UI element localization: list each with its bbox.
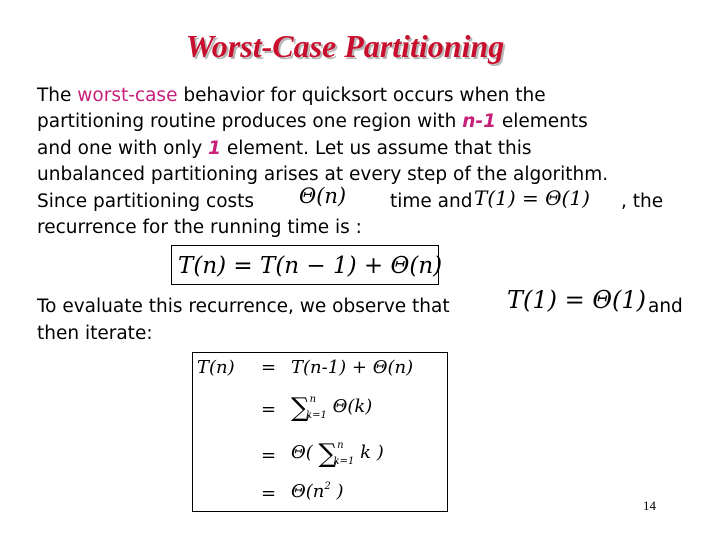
intro-text: behavior for quicksort occurs when the (177, 85, 546, 106)
derivation-rhs-1: T(n-1) + Θ(n) (291, 357, 414, 378)
intro-text: and one with only (37, 137, 209, 159)
intro-line-4: unbalanced partitioning arises at every step of the algorithm. (37, 164, 609, 186)
t1-theta1-math-2: T(1) = Θ(1) (507, 286, 647, 314)
equals-sign: = (261, 483, 277, 504)
slide-title: Worst-Case Partitioning (185, 28, 505, 64)
paren-close: ) (336, 481, 344, 502)
theta-n-math: Θ(n) (299, 183, 347, 208)
sum-lower: k=1 (333, 456, 355, 467)
derivation-row-3 (291, 439, 384, 469)
page-number: 14 (643, 498, 656, 513)
intro-line-5 (37, 183, 697, 215)
iterate-text: To evaluate this recurrence, we observe that (37, 296, 450, 317)
intro-text: time and (390, 190, 473, 212)
equals-sign: = (261, 357, 277, 378)
intro-line-1 (37, 83, 697, 109)
equals-sign: = (261, 445, 277, 466)
exponent: 2 (324, 481, 331, 492)
derivation-row-1 (197, 357, 235, 378)
k-close: k ) (360, 442, 384, 463)
intro-line-3 (37, 136, 697, 162)
summation-icon: ∑ (318, 439, 338, 469)
intro-line-2 (37, 109, 697, 135)
intro-text: Since partitioning costs (37, 190, 255, 212)
sum-upper: n (337, 440, 344, 451)
theta-k: Θ(k) (332, 396, 373, 417)
intro-line-6: recurrence for the running time is : (37, 216, 362, 238)
intro-text: element. Let us assume that this (221, 137, 532, 159)
lhs-tn: T(n) (197, 357, 235, 378)
t1-theta1-math: T(1) = Θ(1) (474, 185, 590, 210)
intro-paragraph (37, 83, 697, 241)
one-highlight: 1 (208, 137, 222, 159)
intro-text: , the (621, 190, 664, 212)
theta-open: Θ( (291, 442, 313, 463)
n-minus-1-highlight: n-1 (462, 111, 496, 133)
equals-sign: = (261, 399, 277, 420)
intro-text: partitioning routine produces one region with (37, 111, 463, 133)
summation-icon: ∑ (291, 393, 310, 423)
iterate-line-1 (37, 286, 697, 320)
sum-upper: n (309, 394, 317, 405)
derivation-row-4 (291, 481, 344, 502)
derivation-box (192, 352, 448, 512)
worst-case-highlight: worst-case (77, 85, 178, 106)
iterate-paragraph (37, 286, 697, 347)
iterate-text-end: and (648, 296, 683, 317)
sum-lower: k=1 (306, 410, 327, 421)
intro-text: elements (496, 111, 588, 133)
derivation-row-2 (291, 393, 372, 423)
iterate-line-2: then iterate: (37, 323, 153, 344)
intro-text: The (37, 85, 78, 106)
theta-n-open: Θ(n (291, 481, 325, 502)
recurrence-box: T(n) = T(n − 1) + Θ(n) (171, 245, 439, 285)
